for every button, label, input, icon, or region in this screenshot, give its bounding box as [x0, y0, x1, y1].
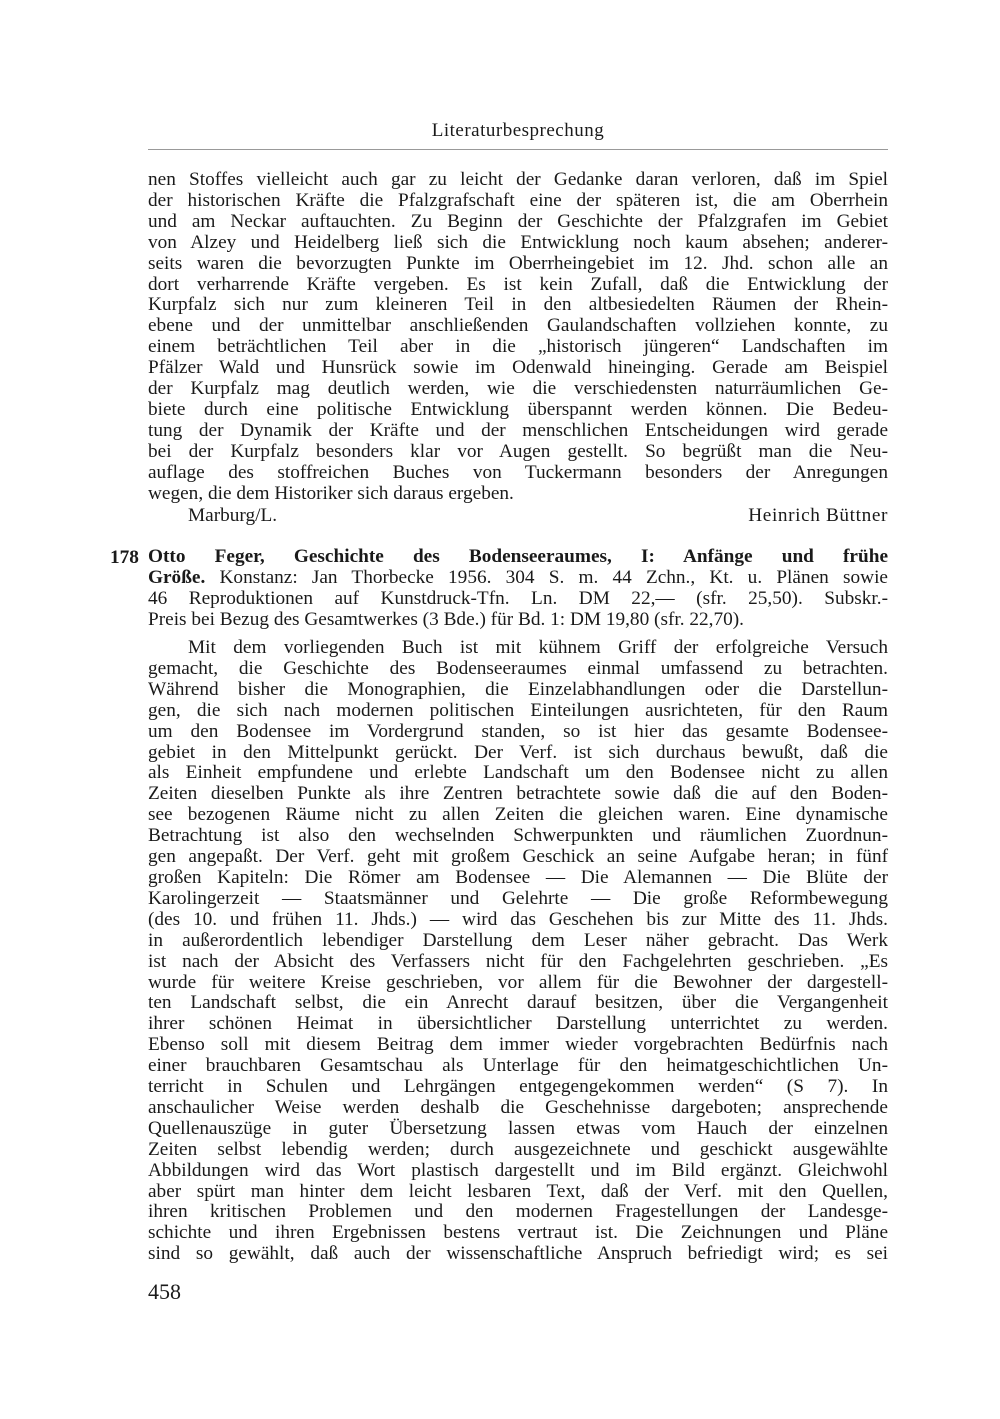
- text-line: gebiet in den Mittelpunkt gerückt. Der Verf. ist sich durchaus bewußt, daß die: [148, 741, 888, 763]
- text-line: einem beträchtlichen Teil aber in die „historisch jüngeren“ Landschaften im: [148, 336, 888, 358]
- running-header: Literaturbesprechung: [431, 120, 605, 141]
- text-line: Betrachtung ist also den wechselnden Schwerpunkten und räumlichen Zuordnun-: [148, 825, 888, 847]
- signature-reviewer: Heinrich Büttner: [748, 505, 888, 526]
- text-line: einer brauchbaren Gesamtschau als Unterlage für den heimatgeschichtlichen Un-: [148, 1055, 888, 1077]
- entry-citation: [148, 547, 888, 631]
- text-line: schichte und ihren Ergebnissen bestens vertraut ist. Die Zeichnungen und Pläne: [148, 1222, 888, 1244]
- entry-number: 178: [110, 547, 139, 568]
- text-line: der Kurpfalz mag deutlich werden, wie die verschiedensten naturräumlichen Ge-: [148, 378, 888, 400]
- signature-place: Marburg/L.: [188, 505, 278, 526]
- text-line: Quellenauszüge in guter Übersetzung lassen etwas vom Hauch der einzelnen: [148, 1117, 888, 1139]
- text-line: terricht in Schulen und Lehrgängen entgegengekommen werden“ (S 7). In: [148, 1076, 888, 1098]
- text-line: Während bisher die Monographien, die Einzelabhandlungen oder die Darstellun-: [148, 678, 888, 700]
- text-line: bei der Kurpfalz besonders klar vor Augen gestellt. So begrüßt man die Neu-: [148, 440, 888, 462]
- text-line: gen angepaßt. Der Verf. geht mit großem Geschick an seine Aufgabe heran; in fünf: [148, 846, 888, 868]
- text-line: tung der Dynamik der Kräfte und der menschlichen Entscheidungen wird gerade: [148, 419, 888, 441]
- entry-title: Otto Feger, Geschichte des Bodenseeraumes, I: Anfänge und frühe: [148, 546, 888, 567]
- text-line: nen Stoffes vielleicht auch gar zu leicht der Gedanke daran verloren, daß im Spiel: [148, 169, 888, 190]
- text-line: wurde für weitere Kreise geschrieben, vor allem für die Bewohner der dargestell-: [148, 971, 888, 993]
- text-line: großen Kapiteln: Die Römer am Bodensee — Die Alemannen — Die Blüte der: [148, 866, 888, 888]
- text-line: ihren kritischen Problemen und den modernen Fragestellungen der Landesge-: [148, 1201, 888, 1223]
- text-line: dort verharrende Kräfte vergeben. Es ist kein Zufall, daß die Entwicklung der: [148, 273, 888, 295]
- text-line: ihrer schönen Heimat in übersichtlicher Darstellung unterrichtet zu werden.: [148, 1013, 888, 1035]
- text-line: aber spürt man hinter dem leicht lesbaren Text, daß der Verf. mit den Quellen,: [148, 1180, 888, 1202]
- text-line: Zeiten selbst lebendig werden; durch ausgezeichnete und geschickt ausgewählte: [148, 1138, 888, 1160]
- text-line: auflage des stoffreichen Buches von Tuckermann besonders der Anregungen: [148, 461, 888, 483]
- text-line: in außerordentlich lebendiger Darstellung dem Leser näher gebracht. Das Werk: [148, 929, 888, 951]
- header-rule: [148, 149, 888, 150]
- text-line: (des 10. und frühen 11. Jhds.) — wird das Geschehen bis zur Mitte des 11. Jhds.: [148, 908, 888, 930]
- previous-review-text: [148, 170, 888, 505]
- publication-info: Konstanz: Jan Thorbecke 1956. 304 S. m. 44 Zchn., Kt. u. Plänen sowie: [205, 566, 888, 588]
- text-line: see bezogenen Räume nicht zu allen Zeiten die gleichen waren. Eine dynamische: [148, 804, 888, 826]
- biblio-line: 46 Reproduktionen auf Kunstdruck-Tfn. Ln. DM 22,— (sfr. 25,50). Subskr.-: [148, 587, 888, 609]
- text-line: und am Neckar auftauchten. Zu Beginn der Geschichte der Pfalzgrafen im Gebiet: [148, 210, 888, 232]
- entry-body: [148, 638, 888, 1265]
- text-line: Zeiten dieselben Punkte als ihre Zentren betrachtete sowie daß die auf den Boden-: [148, 783, 888, 805]
- text-line: gemacht, die Geschichte des Bodenseeraumes einmal umfassend zu betrachten.: [148, 657, 888, 679]
- text-line: der historischen Kräfte die Pfalzgrafschaft eine der späteren ist, die am Oberrhein: [148, 189, 888, 211]
- biblio-line: Preis bei Bezug des Gesamtwerkes (3 Bde.) für Bd. 1: DM 19,80 (sfr. 22,70).: [148, 608, 745, 630]
- text-line: gen, die sich nach modernen politischen Einteilungen ausrichteten, für den Raum: [148, 699, 888, 721]
- text-line: anschaulicher Weise werden deshalb die Geschehnisse dargeboten; ansprechende: [148, 1096, 888, 1118]
- text-line: Ebenso soll mit diesem Beitrag dem immer wieder vorgebrachten Bedürfnis nach: [148, 1034, 888, 1056]
- review-signature: [148, 505, 888, 527]
- text-line: Mit dem vorliegenden Buch ist mit kühnem Griff der erfolgreiche Versuch: [188, 637, 888, 658]
- text-line: als Einheit empfundene und erlebte Landschaft um den Bodensee nicht zu allen: [148, 762, 888, 784]
- text-line: seits waren die bevorzugten Punkte im Oberrheingebiet im 12. Jhd. schon alle an: [148, 252, 888, 274]
- entry-title-continued: [148, 568, 888, 589]
- text-line: Abbildungen wird das Wort plastisch dargestellt und im Bild ergänzt. Gleichwohl: [148, 1159, 888, 1181]
- page-number: 458: [148, 1279, 181, 1304]
- text-line: ten Landschaft selbst, die ein Anrecht darauf besitzen, über die Vergangenheit: [148, 992, 888, 1014]
- text-line: wegen, die dem Historiker sich daraus ergeben.: [148, 482, 514, 504]
- text-line: Karolingerzeit — Staatsmänner und Gelehrte — Die große Reformbewegung: [148, 887, 888, 909]
- text-line: Kurpfalz sich nur zum kleineren Teil in den altbesiedelten Räumen der Rhein-: [148, 294, 888, 316]
- text-line: von Alzey und Heidelberg ließ sich die Entwicklung noch kaum absehen; anderer-: [148, 231, 888, 253]
- text-line: biete durch eine politische Entwicklung überspannt werden können. Die Bedeu-: [148, 398, 888, 420]
- text-line: sind so gewählt, daß auch der wissenschaftliche Anspruch befriedigt wird; es sei: [148, 1243, 888, 1265]
- text-line: ist nach der Absicht des Verfassers nicht für den Fachgelehrten geschrieben. „Es: [148, 950, 888, 972]
- text-line: Pfälzer Wald und Hunsrück sowie im Odenwald hineinging. Gerade am Beispiel: [148, 357, 888, 379]
- text-line: um den Bodensee im Vordergrund standen, so ist hier das gesamte Bodensee-: [148, 720, 888, 742]
- entry-title-end: Größe.: [148, 566, 206, 588]
- text-line: ebene und der unmittelbar anschließenden Gaulandschaften vollziehen konnte, zu: [148, 315, 888, 337]
